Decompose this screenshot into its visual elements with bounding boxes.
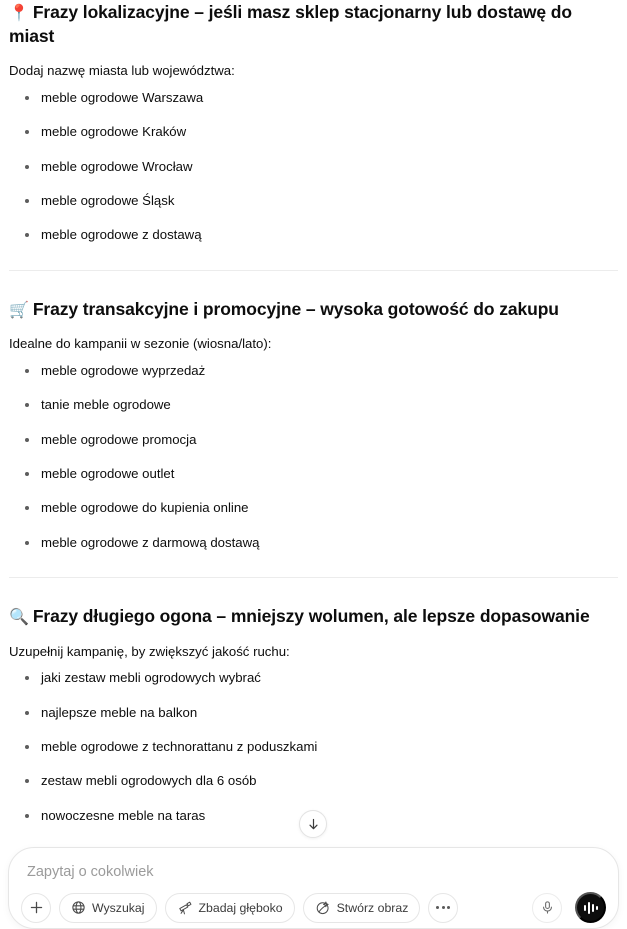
bullet-icon (25, 779, 29, 783)
list-item-label: tanie meble ogrodowe (41, 397, 171, 413)
list-item (8, 772, 619, 790)
list-item (8, 465, 619, 483)
bullet-icon (25, 199, 29, 203)
bullet-icon (25, 438, 29, 442)
section-lead-text: Dodaj nazwę miasta lub województwa: (9, 63, 235, 79)
section-long-tail (8, 604, 619, 824)
prompt-input[interactable]: Zapytaj o cokolwiek (27, 864, 154, 880)
list-item (8, 123, 619, 141)
section-heading-text: Frazy długiego ogona – mniejszy wolumen, ale lepsze dopasowanie (32, 606, 590, 627)
list-item-label: meble ogrodowe z darmową dostawą (41, 534, 260, 550)
waveform-bar (592, 904, 594, 912)
bullet-icon (25, 96, 29, 100)
search-button[interactable] (59, 893, 157, 923)
section-heading (8, 604, 619, 628)
list-item-label: meble ogrodowe do kupienia online (41, 500, 249, 516)
list-item (8, 738, 619, 756)
bullet-icon (25, 403, 29, 407)
plus-icon (29, 900, 44, 915)
dot-icon (436, 906, 439, 909)
waveform-bar (584, 905, 586, 911)
create-image-button-label: Stwórz obraz (336, 900, 409, 915)
magnifying-glass-icon: 🔍 (9, 607, 29, 627)
list-item-label: meble ogrodowe z dostawą (41, 227, 202, 243)
composer-container (0, 841, 627, 929)
list-item-label: zestaw mebli ogrodowych dla 6 osób (41, 773, 257, 789)
list-item-label: meble ogrodowe promocja (41, 431, 197, 447)
list-item-label: meble ogrodowe Wrocław (41, 158, 193, 174)
bullet-icon (25, 130, 29, 134)
list-item-label: jaki zestaw mebli ogrodowych wybrać (41, 670, 261, 686)
arrow-down-icon (306, 817, 321, 832)
list-item (8, 704, 619, 722)
deep-research-button[interactable] (165, 893, 295, 923)
bullet-icon (25, 541, 29, 545)
bullet-icon (25, 745, 29, 749)
section-divider (9, 270, 618, 271)
dot-icon (442, 906, 445, 909)
bullet-icon (25, 676, 29, 680)
list-item (8, 396, 619, 414)
attach-button[interactable] (21, 893, 51, 923)
more-options-button[interactable] (428, 893, 458, 923)
section-heading-text: Frazy transakcyjne i promocyjne – wysoka gotowość do zakupu (32, 299, 559, 320)
shopping-cart-icon: 🛒 (9, 300, 29, 320)
list-item-label: meble ogrodowe Kraków (41, 124, 187, 140)
list-item (8, 362, 619, 380)
globe-icon (71, 900, 86, 915)
bullet-icon (25, 233, 29, 237)
section-lead-text: Uzupełnij kampanię, by zwiększyć jakość ruchu: (9, 643, 290, 659)
search-button-label: Wyszukaj (92, 900, 145, 915)
list-item-label: meble ogrodowe Śląsk (41, 193, 175, 209)
bullet-icon (25, 472, 29, 476)
list-item-label: meble ogrodowe wyprzedaż (41, 363, 206, 379)
list-item (8, 431, 619, 449)
section-divider (9, 577, 618, 578)
section-heading (8, 297, 619, 321)
list-item (8, 499, 619, 517)
keyword-list (8, 362, 619, 551)
list-item-label: meble ogrodowe outlet (41, 466, 175, 482)
section-localization (8, 0, 619, 244)
composer[interactable] (8, 847, 619, 929)
composer-toolbar (21, 892, 606, 923)
waveform-bar (596, 906, 598, 910)
list-item (8, 192, 619, 210)
list-item (8, 89, 619, 107)
deep-research-button-label: Zbadaj głęboko (198, 900, 283, 915)
bullet-icon (25, 711, 29, 715)
section-heading-text: Frazy lokalizacyjne – jeśli masz sklep stacjonarny lub dostawę do miast (9, 2, 572, 47)
dictate-button[interactable] (532, 893, 562, 923)
dot-icon (447, 906, 450, 909)
list-item (8, 534, 619, 552)
list-item-label: nowoczesne meble na taras (41, 807, 206, 823)
telescope-icon (177, 900, 193, 916)
list-item-label: meble ogrodowe z technorattanu z poduszkami (41, 739, 318, 755)
list-item (8, 226, 619, 244)
list-item-label: meble ogrodowe Warszawa (41, 90, 204, 106)
keyword-list (8, 669, 619, 824)
scroll-to-bottom-button[interactable] (299, 810, 327, 838)
round-pushpin-icon: 📍 (9, 3, 29, 22)
bullet-icon (25, 814, 29, 818)
section-lead-text: Idealne do kampanii w sezonie (wiosna/lato): (9, 336, 272, 352)
create-image-button[interactable] (303, 893, 421, 923)
image-generate-icon (315, 900, 331, 916)
section-heading (8, 0, 619, 48)
waveform-icon (584, 902, 598, 914)
microphone-icon (540, 900, 555, 915)
section-transactional (8, 297, 619, 551)
bullet-icon (25, 506, 29, 510)
list-item-label: najlepsze meble na balkon (41, 704, 198, 720)
voice-mode-button[interactable] (575, 892, 606, 923)
keyword-list (8, 89, 619, 244)
bullet-icon (25, 165, 29, 169)
list-item (8, 158, 619, 176)
waveform-bar (588, 902, 590, 914)
list-item (8, 669, 619, 687)
bullet-icon (25, 369, 29, 373)
